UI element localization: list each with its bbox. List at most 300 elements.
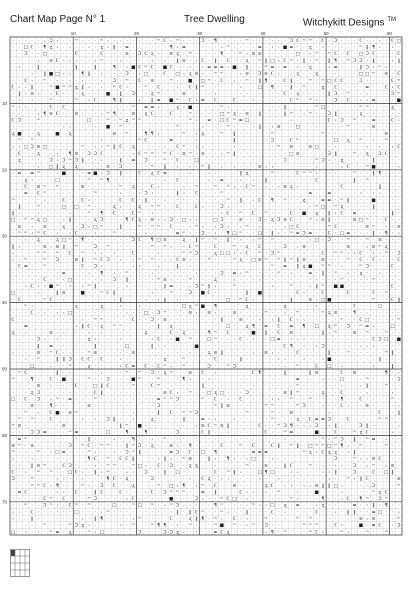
square-symbol: □ [42, 218, 47, 224]
lambda-left-symbol: ‹ [315, 277, 318, 283]
ma-symbol: ᵐ [321, 311, 325, 317]
ma-symbol: ᵐ [144, 85, 148, 91]
lambda-left-symbol: ‹ [227, 430, 230, 436]
zig-z-symbol: ʐ [283, 304, 287, 310]
curl-c-symbol: ℂ [251, 211, 256, 217]
square-symbol: □ [219, 251, 224, 257]
zig-z-symbol: ʐ [18, 158, 21, 164]
double-bar-symbol: ‖ [113, 417, 116, 423]
ma-symbol: ᵐ [365, 437, 369, 443]
lambda-left-symbol: ‹ [119, 357, 122, 363]
double-bar-symbol: ‖ [258, 125, 261, 131]
zig-z-symbol: ʐ [315, 72, 318, 78]
reverse-c-symbol: Ɔ [169, 463, 173, 469]
double-bar-symbol: ‖ [277, 317, 280, 323]
ma-symbol: ᵐ [239, 297, 243, 303]
lambda-left-symbol: ‹ [81, 517, 84, 522]
curl-c-symbol: ℂ [365, 477, 369, 483]
curl-c-symbol: ℂ [270, 483, 274, 489]
square-symbol: □ [112, 503, 117, 509]
triple-bar-symbol: ≡ [150, 105, 155, 111]
ma-symbol: ᵐ [106, 118, 110, 124]
double-bar-symbol: ‖ [290, 390, 293, 396]
ma-symbol: ᵐ [188, 337, 192, 343]
ma-symbol: ᵐ [150, 165, 154, 171]
ma-symbol: ᵐ [302, 85, 306, 91]
ma-symbol: ᵐ [55, 185, 59, 190]
zig-z-symbol: ʐ [132, 483, 135, 489]
triple-bar-symbol: ≡ [23, 191, 28, 197]
curl-c-symbol: ℂ [131, 198, 135, 204]
pilcrow-symbol: ¶ [55, 483, 59, 489]
square-symbol: □ [61, 238, 66, 244]
lambda-left-symbol: ‹ [81, 78, 84, 84]
pilcrow-symbol: ¶ [144, 131, 148, 137]
double-bar-symbol: ‖ [302, 58, 306, 64]
block-symbol: ■ [251, 331, 256, 337]
double-bar-symbol: ‖ [328, 218, 331, 224]
double-bar-symbol: ‖ [283, 105, 287, 111]
reverse-c-symbol: Ɔ [340, 437, 344, 443]
ma-symbol: ᵐ [43, 523, 47, 529]
pilcrow-symbol: ¶ [302, 324, 306, 330]
reverse-c-symbol: Ɔ [175, 397, 180, 403]
lambda-left-symbol: ‹ [132, 258, 135, 264]
curl-c-symbol: ℂ [175, 178, 180, 184]
ma-symbol: ᵐ [270, 238, 274, 244]
lambda-left-symbol: ‹ [227, 510, 230, 516]
lambda-left-symbol: ‹ [315, 450, 318, 456]
lambda-left-symbol: ‹ [69, 231, 71, 237]
double-bar-symbol: ‖ [397, 410, 400, 416]
zig-z-symbol: ʐ [328, 450, 331, 456]
pilcrow-symbol: ¶ [144, 430, 148, 436]
lambda-left-symbol: ‹ [56, 477, 59, 483]
lambda-left-symbol: ‹ [88, 271, 90, 277]
pilcrow-symbol: ¶ [207, 331, 211, 337]
curl-c-symbol: ℂ [74, 384, 78, 390]
lambda-left-symbol: ‹ [31, 98, 34, 104]
curl-c-symbol: ℂ [397, 145, 401, 151]
ma-symbol: ᵐ [195, 224, 198, 230]
block-symbol: ■ [105, 92, 111, 98]
ma-symbol: ᵐ [289, 397, 293, 403]
lambda-left-symbol: ‹ [233, 450, 236, 456]
zig-z-symbol: ʐ [163, 357, 167, 363]
ma-symbol: ᵐ [264, 211, 268, 217]
reverse-c-symbol: Ɔ [156, 311, 161, 317]
lambda-left-symbol: ‹ [182, 530, 185, 536]
reverse-c-symbol: Ɔ [106, 417, 110, 423]
lambda-left-symbol: ‹ [397, 370, 400, 376]
reverse-c-symbol: Ɔ [390, 92, 395, 98]
reverse-c-symbol: Ɔ [137, 530, 142, 536]
ma-symbol: ᵐ [251, 523, 255, 529]
lambda-left-symbol: ‹ [94, 145, 97, 151]
ma-symbol: ᵐ [207, 258, 211, 264]
ma-symbol: ᵐ [43, 191, 47, 197]
square-symbol: □ [327, 364, 332, 370]
ma-symbol: ᵐ [125, 78, 129, 84]
triple-bar-symbol: ≡ [61, 424, 66, 430]
triple-bar-symbol: ≡ [238, 118, 243, 124]
lambda-left-symbol: ‹ [233, 145, 236, 151]
ma-symbol: ᵐ [68, 158, 72, 164]
triple-bar-symbol: ≡ [321, 258, 325, 264]
lambda-left-symbol: ‹ [341, 165, 343, 171]
lambda-left-symbol: ‹ [18, 85, 21, 91]
reverse-c-symbol: Ɔ [188, 291, 192, 297]
block-symbol: ■ [131, 65, 136, 71]
ma-symbol: ᵐ [296, 138, 300, 144]
ma-symbol: ᵐ [346, 92, 350, 98]
curl-c-symbol: ℂ [100, 357, 104, 363]
column-label: 10 [70, 31, 76, 36]
curl-c-symbol: ℂ [201, 430, 205, 436]
block-symbol: ■ [308, 264, 313, 270]
zig-z-symbol: ʐ [62, 224, 65, 230]
triple-bar-symbol: ≡ [213, 530, 218, 536]
ma-symbol: ᵐ [308, 78, 312, 84]
lambda-left-symbol: ‹ [315, 218, 318, 224]
curl-c-symbol: ℂ [55, 111, 60, 117]
lambda-left-symbol: ‹ [334, 211, 337, 217]
lambda-left-symbol: ‹ [252, 297, 255, 303]
square-symbol: □ [55, 72, 60, 78]
zig-z-symbol: ʐ [37, 218, 40, 224]
curl-c-symbol: ℂ [296, 351, 300, 356]
lambda-left-symbol: ‹ [328, 331, 331, 337]
lambda-left-symbol: ‹ [378, 45, 381, 51]
curl-c-symbol: ℂ [17, 151, 22, 157]
curl-c-symbol: ℂ [226, 331, 230, 337]
lambda-left-symbol: ‹ [397, 510, 400, 516]
double-bar-symbol: ‖ [220, 351, 223, 356]
reverse-c-symbol: Ɔ [378, 151, 382, 157]
curl-c-symbol: ℂ [352, 304, 357, 310]
triple-bar-symbol: ≡ [384, 72, 389, 78]
zig-z-symbol: ʐ [68, 530, 72, 536]
reverse-c-symbol: Ɔ [201, 231, 205, 237]
ma-symbol: ᵐ [277, 145, 281, 151]
zig-z-symbol: ʐ [309, 45, 312, 51]
lambda-left-symbol: ‹ [62, 477, 65, 483]
lambda-left-symbol: ‹ [397, 231, 400, 237]
lambda-left-symbol: ‹ [303, 317, 305, 323]
curl-c-symbol: ℂ [334, 85, 338, 91]
reverse-c-symbol: Ɔ [36, 430, 41, 436]
ma-symbol: ᵐ [163, 397, 167, 403]
block-symbol: ■ [327, 297, 332, 303]
ma-symbol: ᵐ [270, 131, 274, 137]
lambda-left-symbol: ‹ [366, 145, 369, 151]
reverse-c-symbol: Ɔ [327, 111, 331, 117]
ma-symbol: ᵐ [365, 105, 369, 111]
lambda-left-symbol: ‹ [284, 483, 286, 489]
zig-z-symbol: ʐ [125, 477, 129, 483]
curl-c-symbol: ℂ [81, 357, 85, 363]
pilcrow-symbol: ¶ [112, 98, 116, 104]
curl-c-symbol: ℂ [264, 430, 268, 436]
lambda-left-symbol: ‹ [157, 105, 160, 111]
ma-symbol: ᵐ [106, 145, 110, 151]
lambda-left-symbol: ‹ [31, 304, 34, 310]
square-symbol: □ [320, 105, 326, 111]
triple-bar-symbol: ≡ [396, 477, 401, 483]
reverse-c-symbol: Ɔ [283, 244, 287, 250]
square-symbol: □ [219, 390, 224, 396]
lambda-left-symbol: ‹ [69, 72, 71, 78]
ma-symbol: ᵐ [277, 251, 281, 257]
ma-symbol: ᵐ [346, 238, 350, 244]
ma-symbol: ᵐ [125, 131, 129, 137]
lambda-left-symbol: ‹ [214, 311, 217, 317]
ma-symbol: ᵐ [30, 477, 34, 483]
lambda-left-symbol: ‹ [24, 105, 27, 111]
ma-symbol: ᵐ [201, 284, 205, 290]
triple-bar-symbol: ≡ [93, 351, 98, 356]
ma-symbol: ᵐ [258, 251, 262, 257]
ma-symbol: ᵐ [93, 191, 97, 197]
curl-c-symbol: ℂ [346, 497, 350, 503]
triple-bar-symbol: ≡ [289, 430, 294, 436]
lambda-left-symbol: ‹ [347, 530, 350, 536]
reverse-c-symbol: Ɔ [169, 218, 173, 224]
ma-symbol: ᵐ [30, 138, 34, 144]
lambda-left-symbol: ‹ [88, 224, 90, 230]
triple-bar-symbol: ≡ [36, 384, 41, 390]
curl-c-symbol: ℂ [62, 497, 66, 503]
lambda-left-symbol: ‹ [290, 271, 293, 277]
ma-symbol: ᵐ [308, 111, 312, 117]
ma-symbol: ᵐ [169, 78, 173, 84]
ma-symbol: ᵐ [188, 118, 192, 124]
double-bar-symbol: ‖ [119, 158, 122, 164]
triple-bar-symbol: ≡ [125, 45, 129, 51]
double-bar-symbol: ‖ [163, 297, 167, 303]
square-symbol: □ [377, 510, 383, 516]
reverse-c-symbol: Ɔ [144, 158, 148, 164]
square-symbol: □ [270, 470, 275, 476]
ma-symbol: ᵐ [30, 483, 34, 489]
double-bar-symbol: ‖ [372, 231, 375, 237]
double-bar-symbol: ‖ [359, 65, 363, 71]
triple-bar-symbol: ≡ [219, 65, 224, 71]
lambda-left-symbol: ‹ [239, 178, 242, 184]
lambda-left-symbol: ‹ [88, 198, 90, 204]
lambda-left-symbol: ‹ [366, 463, 369, 469]
lambda-left-symbol: ‹ [75, 58, 78, 64]
triple-bar-symbol: ≡ [17, 490, 22, 496]
zig-z-symbol: ʐ [188, 304, 192, 310]
curl-c-symbol: ℂ [390, 38, 395, 44]
block-symbol: ■ [219, 523, 224, 529]
lambda-left-symbol: ‹ [208, 377, 211, 383]
curl-c-symbol: ℂ [213, 357, 218, 363]
zig-z-symbol: ʐ [75, 304, 78, 310]
curl-c-symbol: ℂ [258, 244, 262, 250]
lambda-left-symbol: ‹ [18, 510, 21, 516]
row-labels [2, 101, 8, 504]
double-bar-symbol: ‖ [157, 324, 160, 330]
lambda-left-symbol: ‹ [151, 437, 154, 443]
lambda-left-symbol: ‹ [271, 317, 274, 323]
curl-c-symbol: ℂ [188, 85, 192, 91]
lambda-left-symbol: ‹ [12, 457, 15, 463]
lambda-left-symbol: ‹ [69, 211, 71, 217]
ma-symbol: ᵐ [384, 497, 388, 503]
ma-symbol: ᵐ [106, 111, 110, 117]
reverse-c-symbol: Ɔ [365, 264, 369, 270]
lambda-left-symbol: ‹ [37, 111, 40, 117]
double-bar-symbol: ‖ [195, 517, 198, 522]
triple-bar-symbol: ≡ [131, 158, 136, 164]
lambda-left-symbol: ‹ [138, 72, 141, 78]
lambda-left-symbol: ‹ [372, 364, 375, 370]
lambda-left-symbol: ‹ [163, 344, 166, 350]
ma-symbol: ᵐ [365, 331, 369, 337]
row-label: 30 [2, 233, 8, 239]
curl-c-symbol: ℂ [87, 324, 91, 330]
ma-symbol: ᵐ [68, 85, 72, 91]
reverse-c-symbol: Ɔ [378, 337, 382, 343]
curl-c-symbol: ℂ [156, 85, 161, 91]
ma-symbol: ᵐ [308, 463, 312, 469]
zig-z-symbol: ʐ [11, 131, 15, 137]
lambda-left-symbol: ‹ [233, 417, 236, 423]
curl-c-symbol: ℂ [346, 98, 350, 104]
double-bar-symbol: ‖ [290, 78, 293, 84]
zig-z-symbol: ʐ [245, 171, 249, 177]
zig-z-symbol: ʐ [302, 198, 306, 204]
ma-symbol: ᵐ [233, 244, 236, 250]
curl-c-symbol: ℂ [384, 218, 388, 224]
lambda-left-symbol: ‹ [252, 337, 255, 343]
double-bar-symbol: ‖ [283, 370, 287, 376]
triple-bar-symbol: ≡ [181, 92, 186, 98]
ma-symbol: ᵐ [233, 284, 236, 290]
double-bar-symbol: ‖ [94, 65, 97, 71]
reverse-c-symbol: Ɔ [340, 118, 344, 124]
block-symbol: ■ [48, 72, 54, 78]
double-bar-symbol: ‖ [195, 85, 198, 91]
triple-bar-symbol: ≡ [226, 404, 231, 410]
lambda-left-symbol: ‹ [315, 304, 318, 310]
zig-z-symbol: ʐ [151, 92, 154, 98]
ma-symbol: ᵐ [245, 38, 249, 44]
lambda-left-symbol: ‹ [397, 118, 400, 124]
ma-symbol: ᵐ [308, 171, 312, 177]
double-bar-symbol: ‖ [258, 78, 261, 84]
ma-symbol: ᵐ [11, 105, 15, 111]
lambda-left-symbol: ‹ [284, 224, 286, 230]
curl-c-symbol: ℂ [378, 457, 382, 463]
ma-symbol: ᵐ [182, 231, 186, 237]
reverse-c-symbol: Ɔ [150, 370, 154, 376]
lambda-left-symbol: ‹ [50, 364, 53, 370]
ma-symbol: ᵐ [182, 145, 186, 151]
lambda-left-symbol: ‹ [246, 523, 249, 529]
lambda-left-symbol: ‹ [31, 78, 34, 84]
lambda-left-symbol: ‹ [309, 483, 312, 489]
zig-z-symbol: ʐ [49, 45, 53, 51]
ma-symbol: ᵐ [188, 111, 192, 117]
ma-symbol: ᵐ [119, 118, 123, 124]
lambda-left-symbol: ‹ [252, 198, 255, 204]
lambda-left-symbol: ‹ [334, 510, 337, 516]
lambda-left-symbol: ‹ [303, 424, 305, 430]
zig-z-symbol: ʐ [37, 151, 40, 157]
double-bar-symbol: ‖ [163, 457, 167, 463]
ma-symbol: ᵐ [277, 490, 281, 496]
pilcrow-symbol: ¶ [226, 457, 230, 463]
curl-c-symbol: ℂ [163, 38, 167, 44]
lambda-left-symbol: ‹ [372, 65, 375, 71]
square-symbol: □ [23, 45, 28, 51]
triple-bar-symbol: ≡ [238, 218, 243, 224]
lambda-left-symbol: ‹ [341, 490, 343, 496]
ma-symbol: ᵐ [214, 185, 217, 190]
triple-bar-symbol: ≡ [371, 244, 376, 250]
ma-symbol: ᵐ [289, 231, 293, 237]
ma-symbol: ᵐ [346, 125, 350, 131]
reverse-c-symbol: Ɔ [144, 191, 148, 197]
triple-bar-symbol: ≡ [175, 231, 180, 237]
square-symbol: □ [48, 165, 54, 171]
reverse-c-symbol: Ɔ [49, 158, 53, 164]
lambda-left-symbol: ‹ [62, 58, 65, 64]
lambda-left-symbol: ‹ [170, 244, 173, 250]
curl-c-symbol: ℂ [30, 510, 34, 516]
reverse-c-symbol: Ɔ [49, 38, 53, 44]
ma-symbol: ᵐ [258, 238, 262, 244]
lambda-left-symbol: ‹ [359, 98, 362, 104]
reverse-c-symbol: Ɔ [327, 151, 331, 157]
reverse-c-symbol: Ɔ [270, 138, 275, 144]
zig-z-symbol: ʐ [163, 370, 167, 376]
lambda-left-symbol: ‹ [372, 251, 375, 257]
curl-c-symbol: ℂ [150, 111, 154, 117]
curl-c-symbol: ℂ [49, 105, 53, 111]
pilcrow-symbol: ¶ [372, 45, 376, 51]
ma-symbol: ᵐ [201, 85, 205, 91]
curl-c-symbol: ℂ [384, 151, 388, 157]
ma-symbol: ᵐ [302, 450, 306, 456]
reverse-c-symbol: Ɔ [144, 470, 148, 476]
lambda-left-symbol: ‹ [246, 517, 249, 522]
lambda-left-symbol: ‹ [113, 251, 116, 257]
pilcrow-symbol: ¶ [150, 238, 154, 244]
lambda-left-symbol: ‹ [341, 364, 343, 370]
triple-bar-symbol: ≡ [283, 218, 287, 224]
lambda-left-symbol: ‹ [271, 457, 274, 463]
ma-symbol: ᵐ [226, 185, 230, 190]
triple-bar-symbol: ≡ [131, 111, 136, 117]
ma-symbol: ᵐ [264, 404, 268, 410]
ma-symbol: ᵐ [239, 52, 243, 58]
zig-z-symbol: ʐ [271, 218, 274, 224]
triple-bar-symbol: ≡ [276, 337, 281, 343]
triple-bar-symbol: ≡ [257, 165, 262, 171]
pilcrow-symbol: ¶ [378, 171, 382, 177]
double-bar-symbol: ‖ [208, 430, 211, 436]
curl-c-symbol: ℂ [201, 58, 205, 64]
ma-symbol: ᵐ [289, 58, 293, 64]
lambda-left-symbol: ‹ [239, 470, 242, 476]
curl-c-symbol: ℂ [150, 384, 154, 390]
square-symbol: □ [295, 125, 300, 131]
square-symbol: □ [327, 78, 332, 84]
